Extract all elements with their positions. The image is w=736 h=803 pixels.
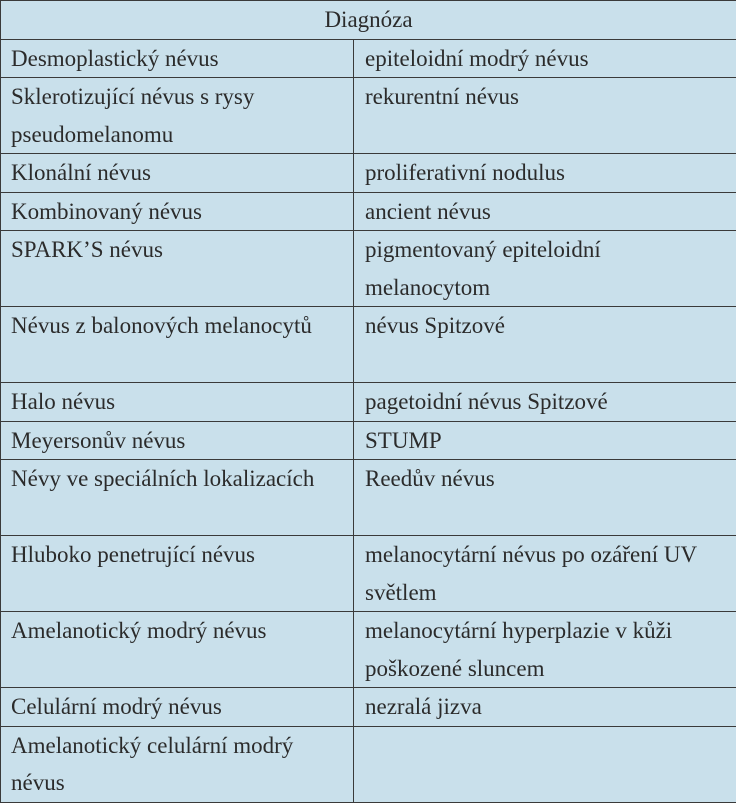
- table-row: [1, 536, 736, 612]
- table-row: [1, 383, 736, 422]
- table-row: [1, 688, 736, 727]
- table-row: [1, 39, 736, 78]
- cell-right: pagetoidní névus Spitzové: [354, 383, 736, 422]
- cell-right: ancient névus: [354, 192, 736, 231]
- cell-left: Amelanotický celulární modrý névus: [1, 726, 354, 802]
- cell-right: [354, 726, 736, 802]
- cell-left: Desmoplastický névus: [1, 39, 354, 78]
- table-header-diagnoza: Diagnóza: [1, 1, 736, 40]
- cell-left: Sklerotizující névus s rysy pseudomelanomu: [1, 78, 354, 154]
- table-row: [1, 726, 736, 802]
- table-header-row: [1, 1, 736, 40]
- cell-right: melanocytární hyperplazie v kůži poškozené sluncem: [354, 612, 736, 688]
- cell-right: melanocytární névus po ozáření UV světlem: [354, 536, 736, 612]
- table-row: [1, 460, 736, 536]
- cell-right: STUMP: [354, 421, 736, 460]
- table-row: [1, 192, 736, 231]
- cell-left: Amelanotický modrý névus: [1, 612, 354, 688]
- cell-left: Kombinovaný névus: [1, 192, 354, 231]
- cell-left: Halo névus: [1, 383, 354, 422]
- cell-left: Meyersonův névus: [1, 421, 354, 460]
- cell-left: Névy ve speciálních lokalizacích: [1, 460, 354, 536]
- table-row: [1, 612, 736, 688]
- table-row: [1, 421, 736, 460]
- cell-left: SPARK’S névus: [1, 231, 354, 307]
- cell-right: proliferativní nodulus: [354, 154, 736, 193]
- cell-right: epiteloidní modrý névus: [354, 39, 736, 78]
- cell-right: névus Spitzové: [354, 307, 736, 383]
- table-row: [1, 231, 736, 307]
- cell-left: Hluboko penetrující névus: [1, 536, 354, 612]
- table-row: [1, 78, 736, 154]
- cell-right: nezralá jizva: [354, 688, 736, 727]
- cell-right: Reedův névus: [354, 460, 736, 536]
- cell-left: Celulární modrý névus: [1, 688, 354, 727]
- cell-right: pigmentovaný epiteloidní melanocytom: [354, 231, 736, 307]
- table-row: [1, 154, 736, 193]
- cell-right: rekurentní névus: [354, 78, 736, 154]
- table-row: [1, 307, 736, 383]
- cell-left: Névus z balonových melanocytů: [1, 307, 354, 383]
- cell-left: Klonální névus: [1, 154, 354, 193]
